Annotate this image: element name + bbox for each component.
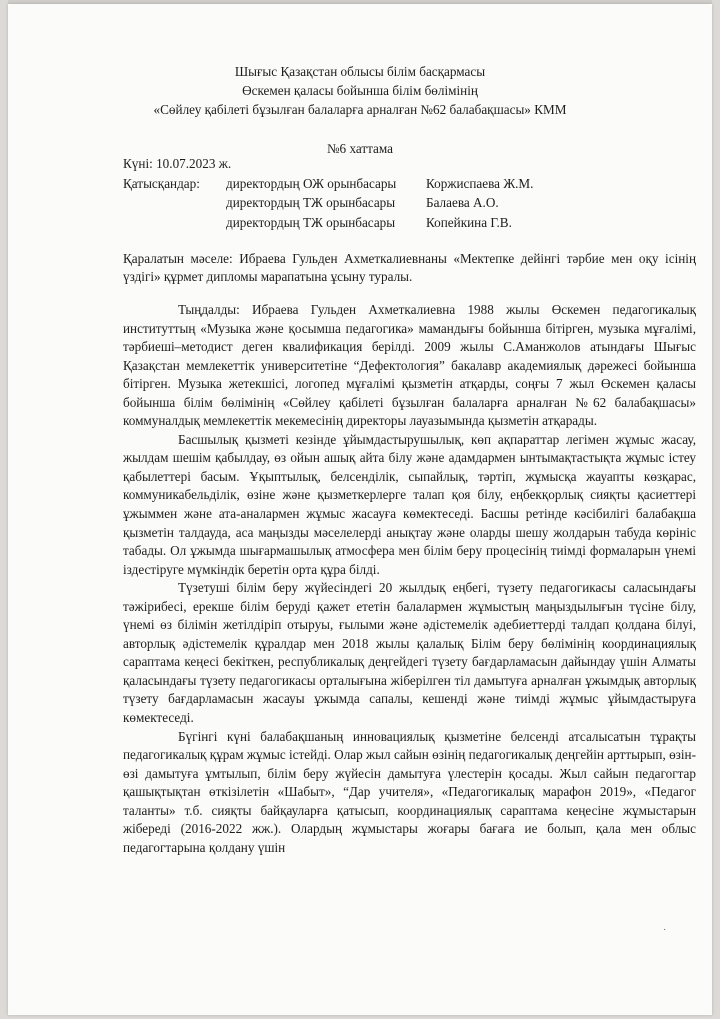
subject-label: Қаралатын мәселе: xyxy=(123,251,233,266)
date-label: Күні: xyxy=(123,156,153,171)
paragraph: Түзетуші білім беру жүйесіндегі 20 жылдық еңбегі, түзету педагогикасы саласындағы тәжірибесі, ерекше білім беруді қажет ететін балалармен жұмыстың маңыздылығын түсіне білу, үнемі өз білімін жетілдіріп отыруы, ғылыми және әдістемелік әдебиеттерді талдап қолдана білуі, авторлық әдістемелік құралдар мен 2018 жылы қалалық Білім беру бөлімінің координациялық сараптама кеңесі бекіткен, республикалық деңгейдегі түзету бағдарламасын дайындау үшін Алматы қаласындағы түзету педагогикасы орталығына жіберілген тіл дамытуға арналған ұжымдық авторлық түзету бағдарламасын жасауы ұжымда сапалы, кешенді және тиімді жұмыс ұйымдастыруға көмектеседі. xyxy=(123,580,696,726)
subject-text: Ибраева Гульден Ахметкалиевнаны «Мектепке дейінгі тәрбие мен оқу ісінің үздігі» құрмет дипломы марапатына ұсыну туралы. xyxy=(123,251,697,284)
participant-role: директордың ОЖ орынбасары xyxy=(226,175,397,191)
participant-name: Балаева А.О. xyxy=(426,195,499,210)
paragraph: Бүгінгі күні балабақшаның инновациялық қызметіне белсенді атсалысатын тұрақты педагогикалық құрам жұмыс істейді. Олар жыл сайын өзінің педагогикалық деңгейін арттырып, өзін-өзі дамытуға ұмтылып, білім беру жүйесін дамытуға үлестерін қосады. Жыл сайын педагогтар қашықтықтан өткізілетін «Шабыт», “Дар учителя», «Педагогикалық марафон 2019», «Педагог таланты» т.б. сияқты байқауларға қатысып, координациялық сараптама кеңесіне жұмыстарын жібереді (2016-2022 жж.). Олардың жұмыстары жоғары бағаға ие болып, қала мен облыс педагогтарына қолдану үшін xyxy=(123,728,696,855)
date-row xyxy=(123,154,533,174)
document-number: №6 хаттама xyxy=(326,141,394,156)
paragraph: Басшылық қызметі кезінде ұйымдастырушылық, көп ақпараттар легімен жұмыс жасау, жылдам шешім қабылдау, өз ойын ашық айта білу және адамдармен ынтымақтастықта жұмыс істеу қабылеттері басым. Ұқыптылық, белсенділік, сыпайлық, тәртіп, жұмысқа жауапты көзқарас, коммуникабельділік, өзіне және қызметкерлерге талап қоя білу, еңбекқорлық сияқты қасиеттері ұжыммен және ата-аналармен жұмыс жасауға көмектеседі. Басшы ретінде кәсібилігі балабақша қызметін талдауда, аса маңызды мәселелерді анықтау және оларды шешу жолдарын табуда көрініс табады. Ол ұжымда шығармашылық атмосфера мен білім беру процесінің тиімді формаларын үнемі іздестіруге мүмкіндік беретін орта құра білді. xyxy=(123,431,696,577)
document-page xyxy=(8,4,712,1015)
paragraph: Тыңдалды: Ибраева Гульден Ахметкалиевна 1988 жылы Өскемен педагогикалық институттың «Музыка және қосымша педагогика» мамандығы бойынша бітірген, музыка мұғалімі, тәрбиеші–методист деген квалификация берілді. 2009 жылы С.Аманжолов атындағы Шығыс Қазақстан мемлекеттік университетіне “Дефектология” бакалавр академиялық дәрежесі бойынша бітірген. Музыка жетекшісі, логопед мұғалімі қызметін атқарды, соңғы 7 жыл Өскемен қаласы бойынша білім бөлімінің «Сөйлеу қабілеті бұзылған балаларға арналған №62 балабақшасы» коммуналдық мемлекеттік мекемесінің директоры лауазымында қызметін атқарады. xyxy=(123,302,696,429)
meeting-meta xyxy=(123,154,533,232)
agenda-subject xyxy=(123,250,696,286)
participant-name: Копейкина Г.В. xyxy=(426,214,512,230)
header-line-1: Шығыс Қазақстан облысы білім басқармасы xyxy=(234,64,486,79)
header-line-3: «Сөйлеу қабілеті бұзылған балаларға арналған №62 балабақшасы» КММ xyxy=(153,102,567,117)
scan-mark: ˙ xyxy=(663,928,667,939)
document-header xyxy=(8,62,712,119)
participant-row xyxy=(123,193,533,213)
participants-label: Қатысқандар: xyxy=(123,175,200,191)
header-line-2: Өскемен қаласы бойынша білім бөлімінің xyxy=(242,83,478,98)
participant-role: директордың ТЖ орынбасары xyxy=(226,214,396,230)
participant-role: директордың ТЖ орынбасары xyxy=(226,195,396,210)
document-body xyxy=(123,301,696,857)
participant-row xyxy=(123,174,533,194)
date-value: 10.07.2023 ж. xyxy=(156,156,232,171)
participant-name: Коржиспаева Ж.М. xyxy=(426,175,534,191)
participant-row xyxy=(123,213,533,233)
